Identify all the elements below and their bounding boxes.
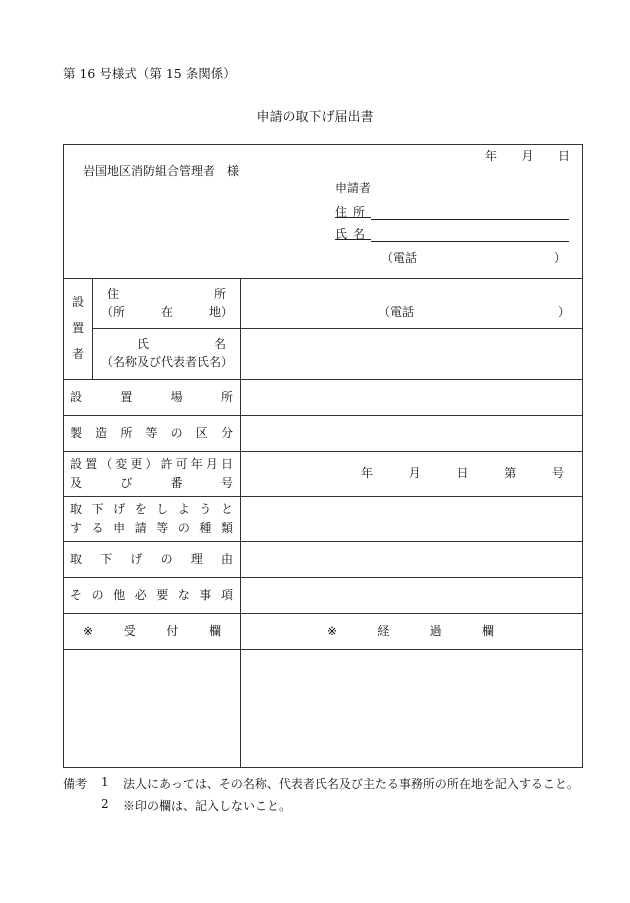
category-label: 製 造 所 等 の 区 分 — [64, 416, 241, 452]
addressee: 岩国地区消防組合管理者 様 — [83, 164, 240, 178]
note-1-number: 1 — [101, 775, 109, 789]
submission-date — [485, 150, 570, 164]
category-field[interactable] — [241, 416, 583, 452]
applicant-address-label-underline — [335, 217, 371, 218]
progress-box — [241, 650, 583, 768]
application-form-table — [63, 144, 583, 768]
permit-date-field[interactable] — [241, 452, 583, 497]
location-label: 設 置 場 所 — [64, 380, 241, 416]
applicant-name-line[interactable] — [371, 227, 569, 242]
reception-column-header: ※ 受 付 欄 — [64, 614, 241, 650]
installer-address-field[interactable] — [241, 279, 583, 329]
applicant-address-label: 住 所 — [335, 205, 365, 220]
date-month-label: 月 — [521, 149, 534, 163]
form-number-label: 第 16 号様式（第 15 条関係） — [63, 66, 236, 81]
date-day-label: 日 — [557, 149, 570, 163]
installer-phone: （電話 ） — [378, 304, 571, 319]
withdrawal-reason-label: 取 下 げ の 理 由 — [64, 542, 241, 578]
note-1-text: 法人にあっては、その名称、代表者氏名及び主たる事務所の所在地を記入すること。 — [123, 777, 579, 791]
application-type-label: 取 下 げ を し よ う と す る 申 請 等 の 種 類 — [64, 497, 241, 542]
installer-name-label: 氏 名 （名称及び代表者氏名） — [93, 329, 241, 380]
header-section — [64, 145, 583, 279]
note-2-number: 2 — [101, 797, 109, 811]
note-2-text: ※印の欄は、記入しないこと。 — [123, 799, 292, 813]
progress-column-header: ※ 経 過 欄 — [241, 614, 583, 650]
reception-box — [64, 650, 241, 768]
applicant-phone: （電話 ） — [381, 251, 566, 265]
document-title: 申請の取下げ届出書 — [256, 110, 374, 125]
withdrawal-reason-field[interactable] — [241, 542, 583, 578]
other-matters-label: そ の 他 必 要 な 事 項 — [64, 578, 241, 614]
notes-label: 備考 — [63, 777, 88, 791]
permit-label: 設 置 （ 変 更 ） 許 可 年 月 日 及 び 番 号 — [64, 452, 241, 497]
location-field[interactable] — [241, 380, 583, 416]
applicant-label: 申請者 — [335, 181, 372, 195]
application-type-field[interactable] — [241, 497, 583, 542]
installer-group-label: 設 置 者 — [64, 279, 93, 380]
installer-name-field[interactable] — [241, 329, 583, 380]
applicant-name-label-underline — [335, 239, 371, 240]
applicant-name-label: 氏 名 — [335, 227, 365, 242]
permit-date-number: 年 月 日 第 号 — [361, 466, 565, 481]
applicant-address-line[interactable] — [371, 205, 569, 220]
installer-address-label: 住 所 （所 在 地） — [93, 279, 241, 329]
other-matters-field[interactable] — [241, 578, 583, 614]
date-year-label: 年 — [485, 149, 498, 163]
